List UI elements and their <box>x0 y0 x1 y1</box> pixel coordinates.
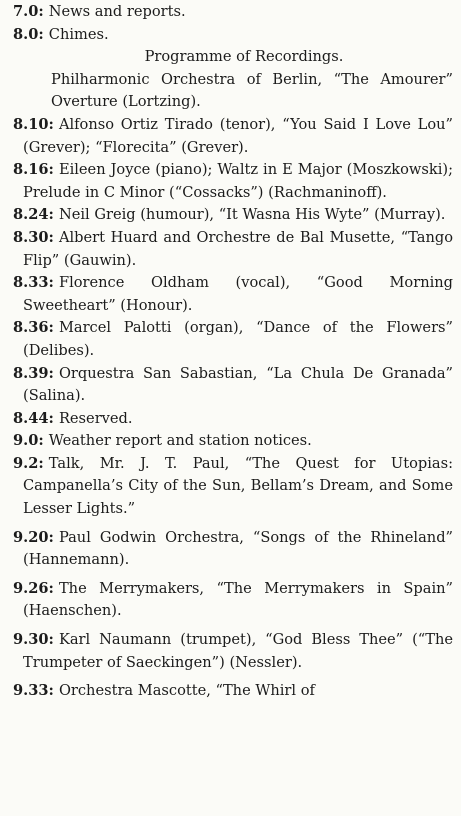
programme-entry <box>13 680 453 703</box>
entry-text: Alfonso Ortiz Tirado (tenor), “You Said I Love Lou” (Grever); “Florecita” (Grever). <box>23 115 453 156</box>
entry-time: 8.10: <box>13 115 54 133</box>
entry-time: 9.2: <box>13 454 44 472</box>
programme-entry <box>13 272 453 317</box>
entry-time: 8.36: <box>13 319 54 337</box>
entry-text: Florence Oldham (vocal), “Good Morning Sweetheart” (Honour). <box>23 274 453 314</box>
entry-text: Talk, Mr. J. T. Paul, “The Quest for Utopias: Campanella’s City of the Sun, Bellam’s Dream, and Some Lesser Lights.” <box>23 454 453 518</box>
entry-text: Chimes. <box>48 25 109 43</box>
entry-text: Eileen Joyce (piano); Waltz in E Major (Moszkowski); Prelude in C Minor (“Cossacks”) (Rachmaninoff). <box>23 161 453 201</box>
programme-entry <box>13 317 453 362</box>
entry-time: 9.20: <box>13 528 54 546</box>
programme-entry <box>13 227 453 272</box>
programme-entry <box>13 204 453 227</box>
programme-entry <box>13 159 453 204</box>
programme-entry <box>13 578 453 623</box>
entry-text: Albert Huard and Orchestre de Bal Musette, “Tango Flip” (Gauwin). <box>23 228 453 269</box>
programme-entry <box>13 363 453 408</box>
programme-entry <box>13 408 453 431</box>
entry-time: 8.0: <box>13 25 44 43</box>
entry-time: 8.16: <box>13 161 54 179</box>
programme-entry <box>13 1 453 24</box>
programme-entry <box>13 527 453 572</box>
entry-time: 9.26: <box>13 579 54 597</box>
entry-time: 7.0: <box>13 3 44 20</box>
entry-text: Marcel Palotti (organ), “Dance of the Flowers” (Delibes). <box>23 319 453 359</box>
entry-time: 8.33: <box>13 274 54 292</box>
entry-text: Reserved. <box>58 409 133 427</box>
entry-time: 8.44: <box>13 409 54 427</box>
entry-text: Karl Naumann (trumpet), “God Bless Thee” (“The Trumpeter of Saeckingen”) (Nessler). <box>23 631 453 671</box>
entry-text: The Merrymakers, “The Merrymakers in Spain” (Haenschen). <box>23 579 453 620</box>
entry-time: 9.33: <box>13 682 54 700</box>
entry-time: 8.30: <box>13 228 54 246</box>
entry-text: Paul Godwin Orchestra, “Songs of the Rhineland” (Hannemann). <box>23 528 453 569</box>
entry-time: 9.30: <box>13 631 54 649</box>
programme-entry <box>13 453 453 521</box>
programme-entry <box>13 629 453 674</box>
programme-listing <box>13 1 453 703</box>
programme-entry <box>13 24 453 47</box>
entry-text: Neil Greig (humour), “It Wasna His Wyte” (Murray). <box>58 206 446 224</box>
entry-text: Weather report and station notices. <box>48 432 312 450</box>
programme-entry <box>13 114 453 159</box>
section-heading: Programme of Recordings. <box>144 48 344 66</box>
entry-time: 8.39: <box>13 364 54 382</box>
programme-entry-untimed: Philharmonic Orchestra of Berlin, “The Amourer” Overture (Lortzing). <box>51 70 453 111</box>
entry-text: Orchestra Mascotte, “The Whirl of <box>58 682 315 700</box>
entry-time: 8.24: <box>13 206 54 224</box>
entry-text: News and reports. <box>48 3 186 20</box>
entry-text: Orquestra San Sabastian, “La Chula De Granada” (Salina). <box>23 364 453 405</box>
entry-time: 9.0: <box>13 432 44 450</box>
programme-entry <box>13 430 453 453</box>
